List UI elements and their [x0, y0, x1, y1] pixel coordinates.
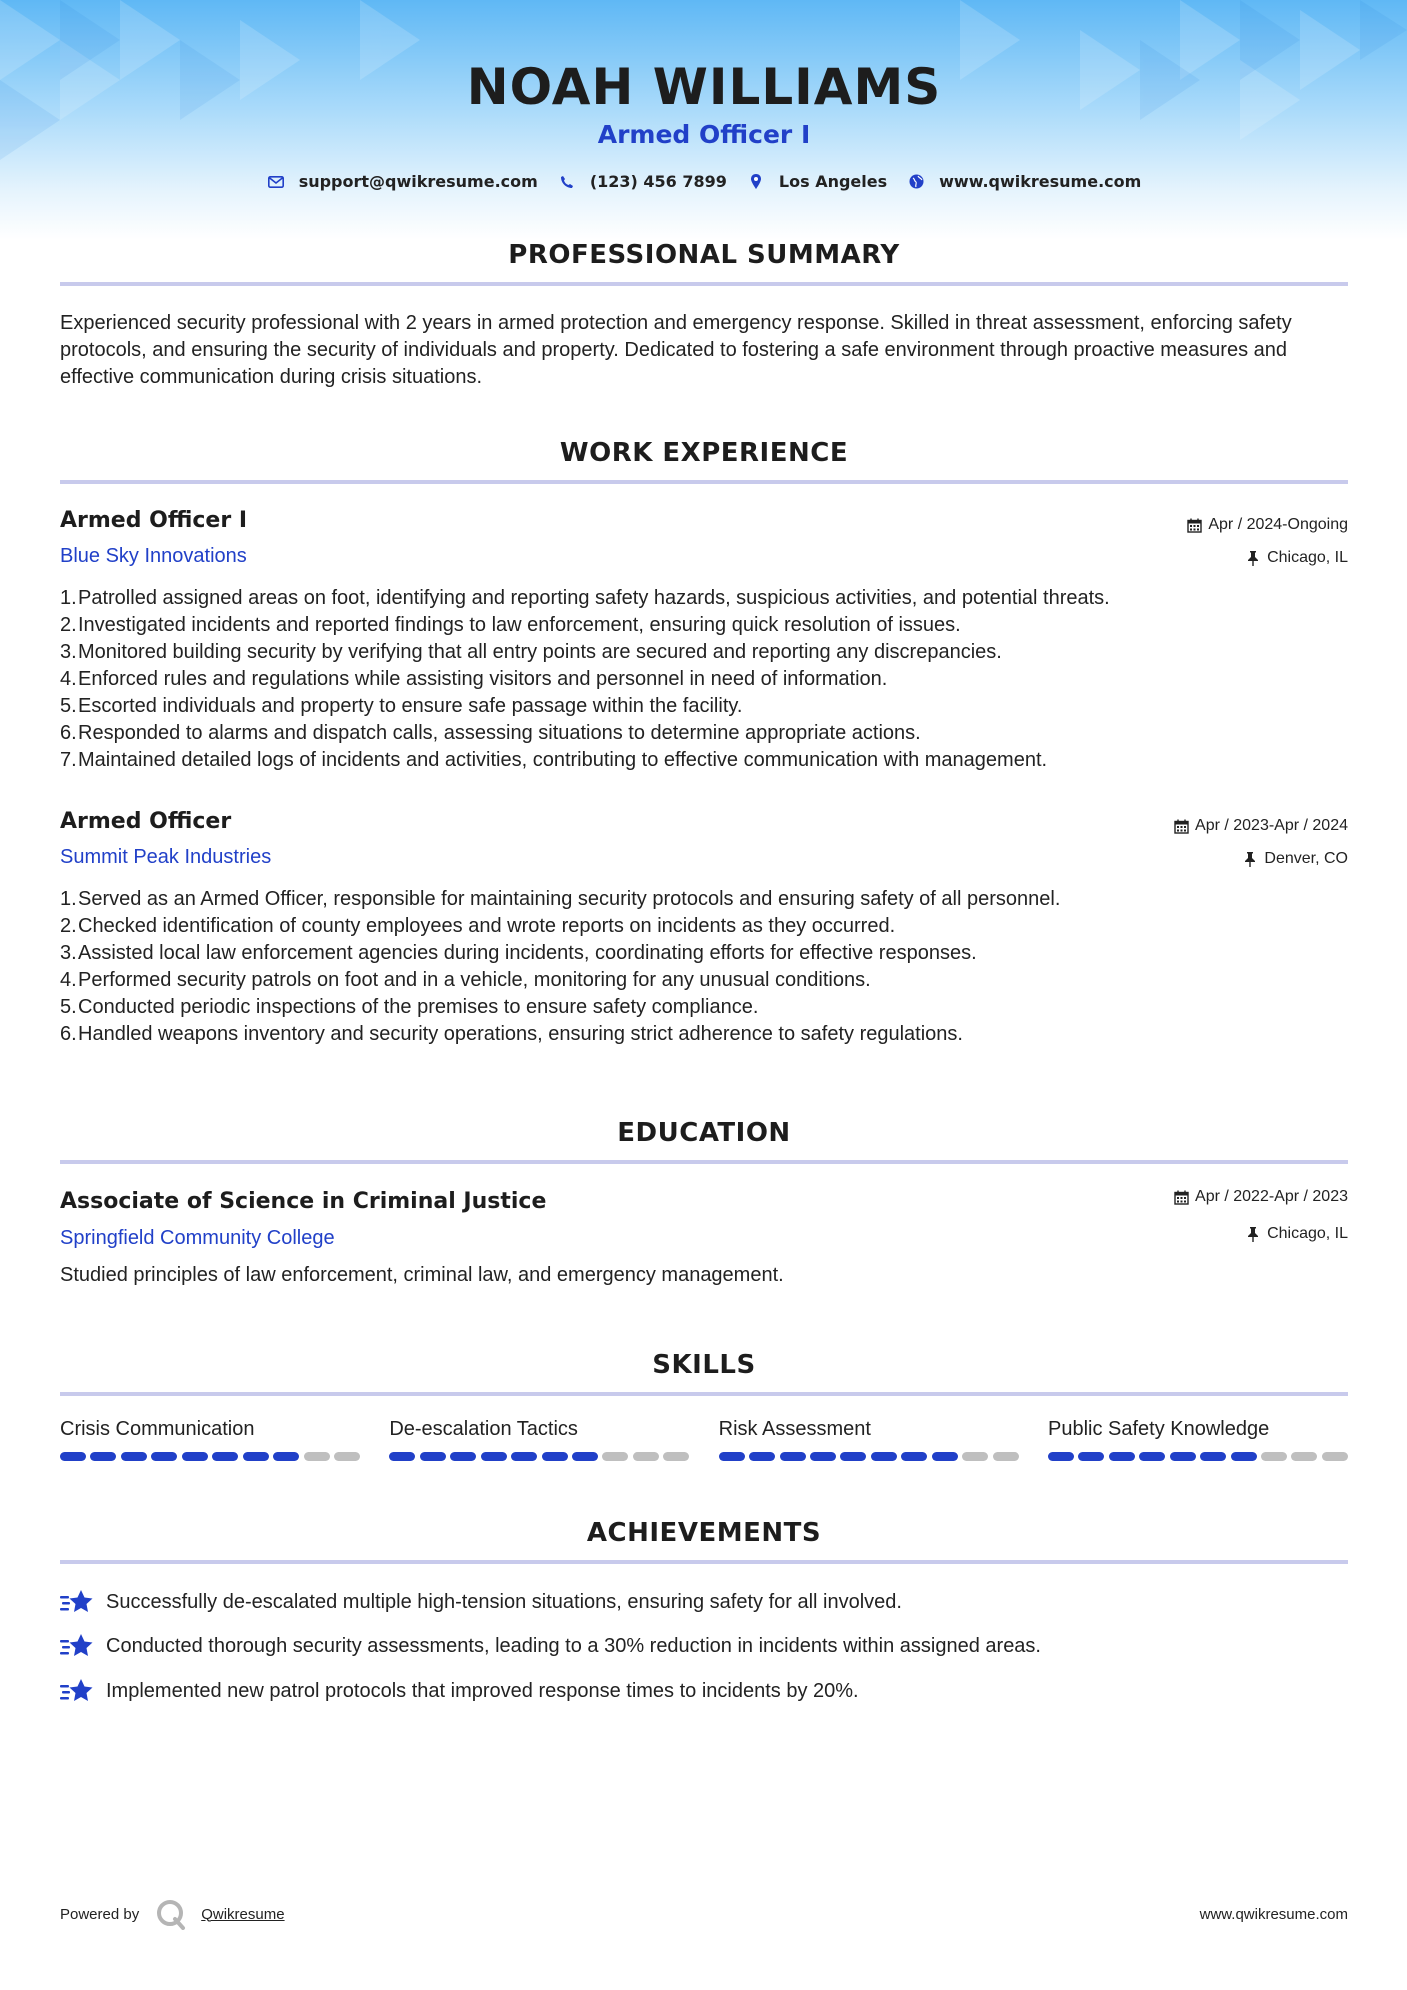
phone-icon	[558, 173, 576, 191]
job-location	[1245, 549, 1348, 567]
calendar-icon	[1186, 517, 1202, 533]
footer-website[interactable]: www.qwikresume.com	[1199, 1905, 1348, 1923]
list-item: 3. Assisted local law enforcement agencies during incidents, coordinating efforts for effective responses.	[60, 942, 977, 964]
achievements-heading: ACHIEVEMENTS	[586, 1518, 822, 1548]
job-title: Armed Officer I	[60, 508, 248, 533]
list-item: 6. Handled weapons inventory and security operations, ensuring strict adherence to safety regulations.	[60, 1023, 963, 1045]
job-location-text: Chicago, IL	[1267, 549, 1348, 566]
skills-list	[60, 1418, 1348, 1461]
map-pin-icon	[747, 173, 765, 191]
job-title: Armed Officer	[60, 809, 232, 834]
achievement-text: Implemented new patrol protocols that improved response times to incidents by 20%.	[106, 1679, 859, 1702]
skill-segment-filled	[1078, 1452, 1104, 1461]
calendar-icon	[1173, 1189, 1189, 1205]
skill-segment-empty	[1261, 1452, 1287, 1461]
pushpin-icon	[1245, 550, 1261, 566]
skill-segment-filled	[151, 1452, 177, 1461]
list-item: 1. Patrolled assigned areas on foot, identifying and reporting safety hazards, suspicious activities, and potential threats.	[60, 587, 1110, 609]
achievement-text: Successfully de-escalated multiple high-tension situations, ensuring safety for all involved.	[106, 1590, 902, 1613]
powered-by-label: Powered by	[60, 1905, 140, 1923]
achievement-item	[60, 1631, 1348, 1661]
skill-segment-filled	[780, 1452, 806, 1461]
contact-email[interactable]	[267, 172, 538, 191]
education-location-text: Chicago, IL	[1267, 1225, 1348, 1242]
brand-link[interactable]: Qwikresume	[201, 1905, 285, 1923]
skill-item	[60, 1418, 360, 1461]
list-item: 2. Checked identification of county employees and wrote reports on incidents as they occurred.	[60, 915, 896, 937]
skill-name: De-escalation Tactics	[389, 1418, 578, 1440]
skill-segment-filled	[572, 1452, 598, 1461]
skill-segment-filled	[60, 1452, 86, 1461]
skill-segment-filled	[1048, 1452, 1074, 1461]
list-item: 4. Performed security patrols on foot and in a vehicle, monitoring for any unusual conditions.	[60, 969, 871, 991]
list-item: 6. Responded to alarms and dispatch calls, assessing situations to determine appropriate actions.	[60, 722, 921, 744]
education-description: Studied principles of law enforcement, criminal law, and emergency management.	[60, 1264, 784, 1286]
skill-segment-filled	[749, 1452, 775, 1461]
job-location	[1242, 850, 1348, 868]
skill-segment-filled	[481, 1452, 507, 1461]
experience-heading: WORK EXPERIENCE	[559, 438, 849, 468]
skill-item	[719, 1418, 1019, 1461]
skill-segment-empty	[993, 1452, 1019, 1461]
skill-segment-empty	[304, 1452, 330, 1461]
envelope-icon	[267, 173, 285, 191]
location-text: Los Angeles	[778, 172, 888, 191]
skill-segment-filled	[871, 1452, 897, 1461]
star-achievement-icon	[60, 1587, 94, 1617]
achievement-item	[60, 1676, 1348, 1706]
skill-segment-filled	[511, 1452, 537, 1461]
candidate-name: NOAH WILLIAMS	[466, 58, 942, 116]
skill-name: Risk Assessment	[718, 1418, 871, 1440]
skill-level-bar	[719, 1452, 1019, 1461]
list-item: 1. Served as an Armed Officer, responsible for maintaining security protocols and ensuring safety of all personnel.	[60, 888, 1061, 910]
school-name: Springfield Community College	[60, 1227, 335, 1249]
skill-level-bar	[389, 1452, 689, 1461]
job-bullets	[60, 585, 1348, 774]
contact-phone[interactable]	[558, 172, 727, 191]
qwikresume-logo	[155, 1898, 187, 1930]
company-name: Summit Peak Industries	[60, 846, 272, 868]
skill-level-bar	[1048, 1452, 1348, 1461]
skill-segment-empty	[1322, 1452, 1348, 1461]
skill-segment-filled	[420, 1452, 446, 1461]
education-location	[1245, 1225, 1348, 1243]
powered-by	[60, 1898, 285, 1930]
summary-text: Experienced security professional with 2 years in armed protection and emergency response. Skilled in threat assessment, enforcing safety protocols, and ensuring the security of individuals and property. Dedicated to fostering a safe environment through proactive measures and effective communication during crisis situations.	[60, 312, 1292, 388]
skills-heading: SKILLS	[652, 1350, 756, 1380]
summary-heading: PROFESSIONAL SUMMARY	[508, 240, 900, 270]
contact-bar	[60, 172, 1348, 191]
skill-item	[1048, 1418, 1348, 1461]
education-heading: EDUCATION	[617, 1118, 791, 1148]
skill-segment-filled	[1109, 1452, 1135, 1461]
skill-segment-empty	[663, 1452, 689, 1461]
skill-segment-filled	[901, 1452, 927, 1461]
degree-title: Associate of Science in Criminal Justice	[60, 1189, 547, 1214]
education-dates-text: Apr / 2022-Apr / 2023	[1195, 1188, 1348, 1205]
skill-name: Public Safety Knowledge	[1047, 1418, 1270, 1440]
company-name: Blue Sky Innovations	[60, 545, 247, 567]
list-item: 7. Maintained detailed logs of incidents and activities, contributing to effective communication with management.	[60, 749, 1048, 771]
star-achievement-icon	[60, 1676, 94, 1706]
calendar-icon	[1173, 818, 1189, 834]
skill-item	[389, 1418, 689, 1461]
skill-segment-filled	[212, 1452, 238, 1461]
skill-segment-filled	[1200, 1452, 1226, 1461]
list-item: 3. Monitored building security by verifying that all entry points are secured and reporting any discrepancies.	[60, 641, 1002, 663]
skill-segment-filled	[273, 1452, 299, 1461]
skill-segment-filled	[932, 1452, 958, 1461]
pushpin-icon	[1242, 851, 1258, 867]
job-location-text: Denver, CO	[1264, 850, 1348, 867]
skill-segment-empty	[962, 1452, 988, 1461]
email-text: support@qwikresume.com	[298, 172, 538, 191]
summary-divider	[60, 282, 1348, 286]
skill-segment-filled	[719, 1452, 745, 1461]
skill-segment-empty	[1291, 1452, 1317, 1461]
job-dates-text: Apr / 2023-Apr / 2024	[1195, 817, 1348, 834]
skill-segment-filled	[542, 1452, 568, 1461]
skill-segment-empty	[334, 1452, 360, 1461]
skill-segment-filled	[389, 1452, 415, 1461]
skill-segment-filled	[90, 1452, 116, 1461]
achievements-divider	[60, 1560, 1348, 1564]
pushpin-icon	[1245, 1226, 1261, 1242]
skills-divider	[60, 1392, 1348, 1396]
education-divider	[60, 1160, 1348, 1164]
job-dates	[1186, 516, 1348, 534]
contact-location	[747, 172, 887, 191]
list-item: 2. Investigated incidents and reported findings to law enforcement, ensuring quick resolution of issues.	[60, 614, 961, 636]
job-dates	[1173, 817, 1348, 835]
globe-icon	[907, 173, 925, 191]
contact-website[interactable]	[907, 172, 1141, 191]
website-text: www.qwikresume.com	[939, 172, 1142, 191]
skill-segment-empty	[602, 1452, 628, 1461]
skill-name: Crisis Communication	[60, 1418, 255, 1440]
list-item: 4. Enforced rules and regulations while assisting visitors and personnel in need of information.	[60, 668, 888, 690]
skill-segment-filled	[243, 1452, 269, 1461]
skill-level-bar	[60, 1452, 360, 1461]
list-item: 5. Conducted periodic inspections of the premises to ensure safety compliance.	[60, 996, 759, 1018]
skill-segment-filled	[182, 1452, 208, 1461]
skill-segment-filled	[1231, 1452, 1257, 1461]
job-dates-text: Apr / 2024-Ongoing	[1208, 516, 1348, 533]
phone-text: (123) 456 7899	[589, 172, 727, 191]
skill-segment-filled	[450, 1452, 476, 1461]
star-achievement-icon	[60, 1631, 94, 1661]
skill-segment-filled	[810, 1452, 836, 1461]
skill-segment-filled	[1139, 1452, 1165, 1461]
achievement-text: Conducted thorough security assessments, leading to a 30% reduction in incidents within assigned areas.	[106, 1634, 1041, 1657]
skill-segment-filled	[121, 1452, 147, 1461]
skill-segment-filled	[1170, 1452, 1196, 1461]
skill-segment-empty	[633, 1452, 659, 1461]
job-bullets	[60, 886, 1348, 1048]
skill-segment-filled	[840, 1452, 866, 1461]
candidate-title: Armed Officer I	[597, 120, 811, 149]
list-item: 5. Escorted individuals and property to ensure safe passage within the facility.	[60, 695, 743, 717]
footer	[60, 1898, 1348, 1930]
achievement-item	[60, 1587, 1348, 1617]
experience-divider	[60, 480, 1348, 484]
education-dates	[1173, 1188, 1348, 1206]
